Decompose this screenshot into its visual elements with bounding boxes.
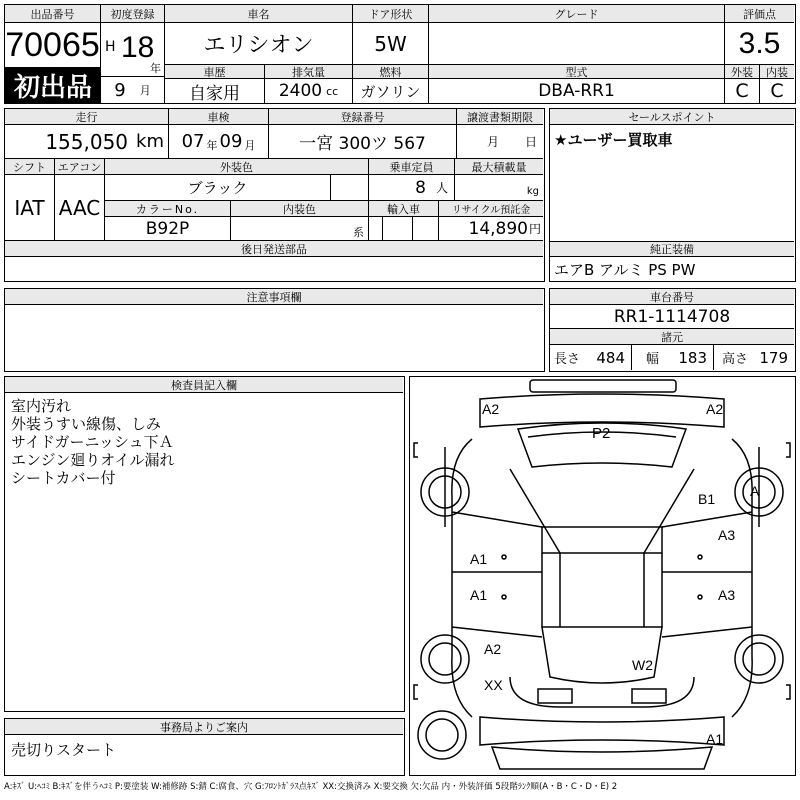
dims-label: 諸元: [550, 329, 794, 345]
import-cell-a: [369, 217, 383, 241]
int-color-label: 内装色: [231, 201, 369, 217]
displacement-cell: [265, 79, 353, 103]
transfer-day-unit: 日: [524, 135, 537, 149]
recycle-unit: 円: [528, 222, 541, 236]
lot-number: 70065: [5, 23, 101, 67]
int-color-unit: 系: [353, 225, 364, 239]
capacity-label: 乗車定員: [369, 159, 455, 175]
office-label: 事務局よりご案内: [5, 719, 403, 735]
load-cell: [455, 175, 543, 201]
inspector-section: [4, 376, 405, 712]
damage-mark: A1: [706, 731, 724, 747]
caution-label: 注意事項欄: [5, 289, 543, 305]
office-section: [4, 718, 405, 776]
car-name: エリシオン: [165, 23, 353, 65]
damage-mark: XX: [484, 677, 503, 693]
width-label: 幅: [646, 352, 660, 367]
recycle-value: 14,890: [468, 218, 528, 239]
first-listing-badge: 初出品: [5, 67, 101, 103]
transfer-cell: [457, 125, 543, 159]
inspection-cell: [169, 125, 269, 159]
color-no-value: B92P: [105, 217, 231, 241]
top-section: [4, 4, 796, 104]
length-cell: [550, 345, 632, 370]
damage-mark: A3: [718, 527, 736, 543]
damage-mark: B1: [698, 491, 716, 507]
import-cell-b: [383, 217, 413, 241]
inspector-note: サイドガーニッシュ下Ａ: [11, 433, 174, 451]
height-cell: [714, 345, 794, 370]
score-label: 評価点: [725, 5, 794, 23]
history-label: 車歴: [165, 65, 265, 79]
history-value: 自家用: [165, 79, 265, 103]
grade-value: [429, 23, 725, 65]
displacement-label: 排気量: [265, 65, 353, 79]
era: H: [105, 39, 116, 55]
damage-mark: A: [750, 483, 760, 499]
model-label: 型式: [429, 65, 725, 79]
width-value: 183: [678, 348, 707, 367]
sales-point-label: セールスポイント: [550, 109, 794, 125]
score-value: 3.5: [725, 23, 794, 65]
first-reg-month: 9: [114, 79, 126, 101]
interior-label: 内装: [760, 65, 794, 79]
import-cell-c: [413, 217, 439, 241]
inspection-year: 07: [181, 131, 205, 152]
width-cell: [632, 345, 714, 370]
mileage-value: 155,050: [45, 129, 129, 154]
damage-mark: P2: [592, 425, 611, 442]
displacement-unit: cc: [326, 84, 339, 98]
ac-value: AAC: [55, 175, 105, 241]
sales-points: [549, 108, 796, 282]
damage-mark: A2: [482, 401, 500, 417]
inspector-notes: [11, 397, 175, 487]
sales-point-text: ★ユーザー買取車: [554, 131, 673, 149]
ext-color-label: 外装色: [105, 159, 369, 175]
fuel-value: ガソリン: [353, 79, 429, 103]
damage-mark: A1: [470, 551, 488, 567]
recycle-label: リサイクル預託金: [439, 201, 543, 217]
import-label: 輸入車: [369, 201, 439, 217]
door-label: ドア形状: [353, 5, 429, 23]
equipment-value: エアB アルミ PS PW: [554, 261, 696, 279]
damage-diagram: [409, 376, 796, 776]
shift-label: シフト: [5, 159, 55, 175]
model-value: DBA-RR1: [429, 79, 725, 103]
inspection-year-unit: 年: [206, 138, 218, 152]
chassis-value: RR1-1114708: [550, 305, 794, 329]
load-label: 最大積載量: [455, 159, 543, 175]
interior-grade: C: [770, 80, 784, 102]
ac-label: エアコン: [55, 159, 105, 175]
grade-label: グレード: [429, 5, 725, 23]
color-no-label: カラーNo.: [105, 201, 231, 217]
inspection-month-unit: 月: [244, 138, 256, 152]
inspector-note: 外装うすい線傷、しみ: [11, 415, 162, 433]
caution-section: [4, 288, 545, 372]
chassis-section: [549, 288, 796, 372]
mileage-cell: [5, 125, 169, 159]
first-reg-label: 初度登録: [101, 5, 165, 23]
length-value: 484: [596, 348, 625, 367]
damage-mark: A2: [484, 641, 502, 657]
damage-mark: A1: [470, 587, 488, 603]
ext-color-value: ブラック: [105, 175, 331, 201]
first-reg-year-cell: [101, 23, 165, 77]
capacity-unit: 人: [435, 181, 448, 195]
vehicle-details: [4, 108, 545, 282]
damage-mark: A3: [718, 587, 736, 603]
load-unit: kg: [526, 186, 539, 197]
inspection-label: 車検: [169, 109, 269, 125]
door-type: 5W: [353, 23, 429, 65]
damage-mark: A2: [706, 401, 724, 417]
shift-value: IAT: [5, 175, 55, 241]
year-unit: 年: [150, 62, 161, 75]
displacement-value: 2400: [278, 81, 323, 101]
int-color-cell: [231, 217, 369, 241]
transfer-month-unit: 月: [486, 135, 499, 149]
ext-color-extra: [331, 175, 369, 201]
inspector-note: 室内汚れ: [11, 397, 72, 415]
fuel-label: 燃料: [353, 65, 429, 79]
inspector-note: シートカバー付: [11, 469, 116, 487]
inspection-month: 09: [219, 131, 243, 152]
capacity-value: 8: [415, 177, 426, 198]
chassis-label: 車台番号: [550, 289, 794, 305]
mileage-unit: km: [136, 131, 164, 152]
later-parts-value: [5, 257, 543, 280]
inspector-label: 検査員記入欄: [5, 377, 403, 393]
plate-label: 登録番号: [269, 109, 457, 125]
plate-value: 一宮 300ツ 567: [269, 125, 457, 159]
length-label: 長さ: [554, 352, 581, 367]
legend: A:ｷｽﾞ U:ﾍｺﾐ B:ｷｽﾞを伴うﾍｺﾐ P:要塗装 W:補修跡 S:錆 C:腐食、穴 G:ﾌﾛﾝﾄｶﾞﾗｽ点ｷｽﾞ XX:交換済み X:要交換 欠:欠品 内・外装評価 5段階ﾗﾝｸ順(A・B・C・D・E) 2: [4, 782, 618, 792]
lot-number-label: 出品番号: [5, 5, 101, 23]
recycle-cell: [439, 217, 543, 241]
month-unit: 月: [139, 84, 151, 97]
car-name-label: 車名: [165, 5, 353, 23]
first-reg-month-cell: [101, 77, 165, 103]
first-reg-year: 18: [121, 31, 155, 64]
mileage-label: 走行: [5, 109, 169, 125]
inspector-note: エンジン廻りオイル漏れ: [11, 451, 175, 469]
transfer-label: 譲渡書類期限: [457, 109, 543, 125]
damage-mark: W2: [632, 657, 653, 673]
capacity-cell: [369, 175, 455, 201]
later-parts-label: 後日発送部品: [5, 241, 543, 257]
exterior-grade: C: [725, 79, 760, 103]
equipment-label: 純正装備: [550, 241, 794, 257]
height-label: 高さ: [722, 352, 749, 367]
height-value: 179: [759, 348, 788, 367]
office-text: 売切りスタート: [11, 741, 117, 759]
exterior-label: 外装: [725, 65, 760, 79]
